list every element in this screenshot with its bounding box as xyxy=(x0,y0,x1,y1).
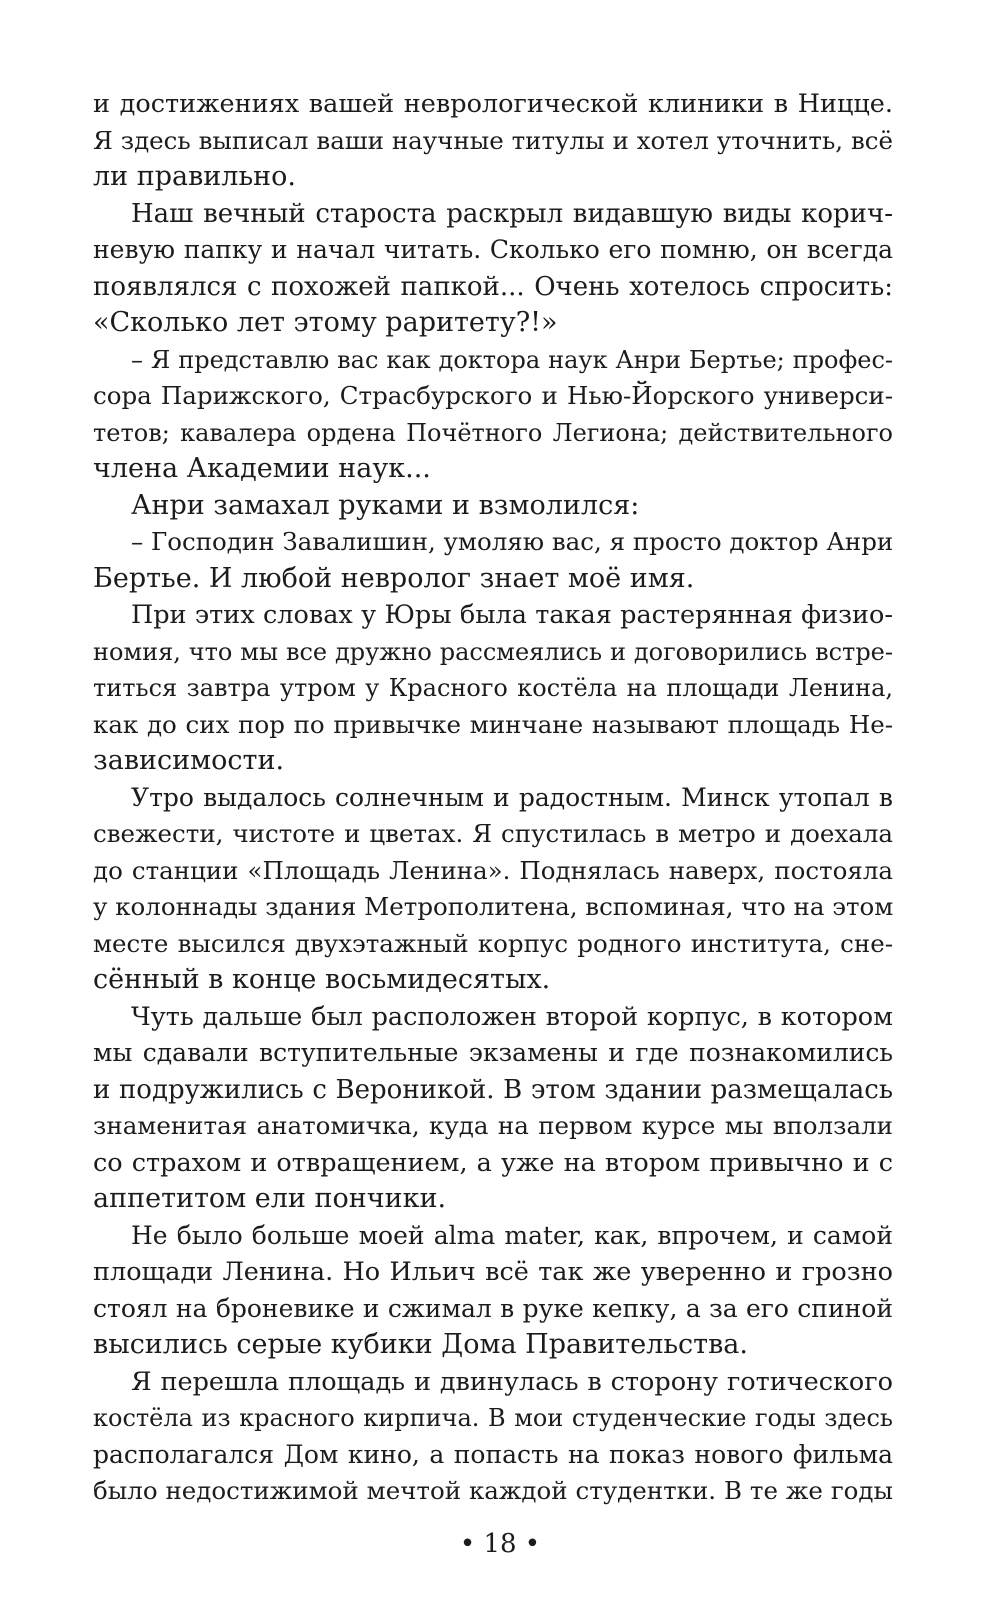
text-line: аппетитом ели пончики. xyxy=(93,1183,447,1214)
text-line: располагался Дом кино, а попасть на показ нового фильма xyxy=(93,1439,893,1469)
text-line: как до сих пор по привычке минчане называют площадь Не- xyxy=(93,709,893,739)
text-line: стоял на броневике и сжимал в руке кепку, а за его спиной xyxy=(93,1293,893,1323)
text-line: площади Ленина. Но Ильич всё так же уверенно и грозно xyxy=(93,1257,893,1287)
text-line: При этих словах у Юры была такая растерянная физио- xyxy=(131,600,893,630)
text-line: знаменитая анатомичка, куда на первом курсе мы вползали xyxy=(93,1111,893,1140)
text-line: появлялся с похожей папкой... Очень хотелось спросить: xyxy=(93,271,893,302)
text-line: – Господин Завалишин, умоляю вас, я просто доктор Анри xyxy=(131,527,894,556)
text-line: Утро выдалось солнечным и радостным. Минск утопал в xyxy=(131,782,893,812)
text-line: ли правильно. xyxy=(93,161,296,192)
text-line: титься завтра утром у Красного костёла на площади Ленина, xyxy=(93,674,893,702)
text-line: со страхом и отвращением, а уже на втором привычно и с xyxy=(93,1147,893,1178)
text-line: Наш вечный староста раскрыл видавшую виды корич- xyxy=(131,198,893,229)
text-line: и достижениях вашей неврологической клиники в Ницце. xyxy=(93,89,893,119)
text-line: месте высился двухэтажный корпус родного института, сне- xyxy=(93,928,893,958)
page-number: • 18 • xyxy=(459,1529,541,1559)
text-line: – Я представлю вас как доктора наук Анри Бертье; профес- xyxy=(131,345,893,374)
text-line: Анри замахал руками и взмолился: xyxy=(131,489,640,521)
text-line: Бертье. И любой невролог знает моё имя. xyxy=(93,562,695,594)
text-line: до станции «Площадь Ленина». Поднялась наверх, постояла xyxy=(93,855,893,885)
text-line: члена Академии наук... xyxy=(93,453,431,484)
body-text xyxy=(93,86,893,1510)
text-line: мы сдавали вступительные экзамены и где познакомились xyxy=(93,1038,893,1067)
text-line: костёла из красного кирпича. В мои студенческие годы здесь xyxy=(93,1404,893,1432)
text-line: было недостижимой мечтой каждой студентки. В те же годы xyxy=(93,1476,893,1505)
text-line: Чуть дальше был расположен второй корпус, в котором xyxy=(131,1001,893,1032)
text-line: и подружились с Вероникой. В этом здании размещалась xyxy=(93,1074,893,1105)
text-line: тетов; кавалера ордена Почётного Легиона; действительного xyxy=(93,418,893,447)
text-line: «Сколько лет этому раритету?!» xyxy=(93,307,558,338)
text-line: сённый в конце восьмидесятых. xyxy=(93,964,551,995)
text-line: Я здесь выписал ваши научные титулы и хотел уточнить, всё xyxy=(93,125,893,155)
text-line: свежести, чистоте и цветах. Я спустилась в метро и доехала xyxy=(93,819,893,848)
text-line: невую папку и начал читать. Сколько его помню, он всегда xyxy=(93,235,893,264)
text-line: высились серые кубики Дома Правительства. xyxy=(93,1329,748,1360)
text-line: у колоннады здания Метрополитена, вспоминая, что на этом xyxy=(93,892,894,921)
text-line: зависимости. xyxy=(93,745,285,776)
text-line: Не было больше моей alma mater, как, впрочем, и самой xyxy=(131,1220,893,1250)
text-line: Я перешла площадь и двинулась в сторону готического xyxy=(131,1366,893,1397)
text-line: номия, что мы все дружно рассмеялись и договорились встре- xyxy=(93,637,893,666)
text-line: сора Парижского, Страсбурского и Нью-Йорского универси- xyxy=(93,381,893,410)
